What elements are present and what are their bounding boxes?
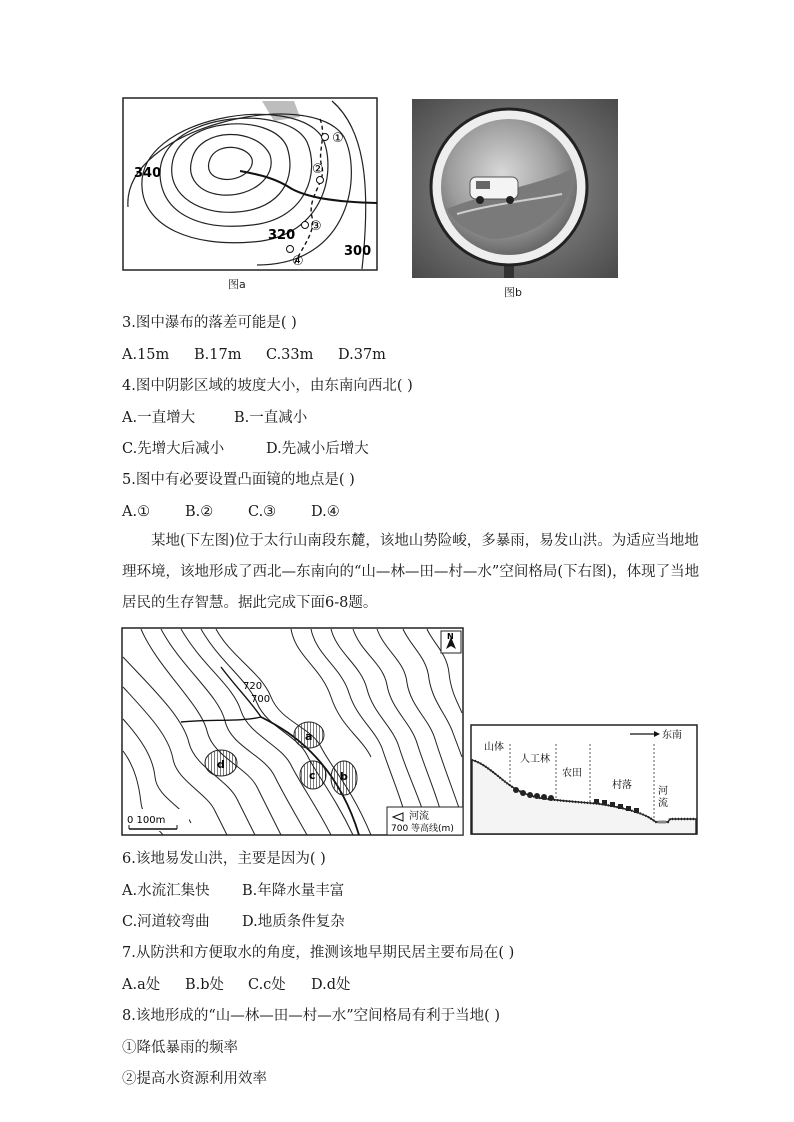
area-d: d — [217, 758, 225, 771]
question-7-options — [122, 975, 351, 995]
convex-mirror-photo — [412, 99, 618, 278]
question-4-stem: 4.图中阴影区域的坡度大小，由东南向西北( ) — [122, 378, 413, 394]
area-c: c — [309, 769, 316, 782]
q3-option-a[interactable]: A.15m — [122, 347, 170, 363]
question-5-stem: 5.图中有必要设置凸面镜的地点是( ) — [122, 472, 355, 488]
zone-farmland: 农田 — [562, 768, 582, 779]
point-4: ④ — [292, 254, 304, 269]
q7-option-d[interactable]: D.d处 — [311, 977, 351, 993]
legend-contour: 700 等高线(m) — [391, 824, 454, 834]
scale-bar-label: 0 100m — [127, 815, 166, 826]
q4-option-c[interactable]: C.先增大后减小 — [122, 441, 225, 457]
q7-option-a[interactable]: A.a处 — [122, 977, 161, 993]
zone-plantation: 人工林 — [520, 754, 550, 765]
question-6-stem: 6.该地易发山洪，主要是因为( ) — [122, 851, 326, 867]
area-b: b — [340, 770, 348, 783]
q3-option-d[interactable]: D.37m — [338, 347, 386, 363]
point-3: ③ — [310, 219, 322, 234]
contour-label-720: 720 — [243, 681, 263, 692]
q3-option-c[interactable]: C.33m — [266, 347, 314, 363]
q4-option-a[interactable]: A.一直增大 — [122, 410, 196, 426]
question-6-options-row1 — [122, 881, 344, 901]
label-300: 300 — [344, 244, 372, 259]
point-1: ① — [332, 131, 344, 146]
q4-option-b[interactable]: B.一直减小 — [234, 410, 308, 426]
q5-option-a[interactable]: A.① — [122, 504, 151, 520]
contour-map-2 — [121, 627, 464, 836]
figure-a — [122, 97, 378, 271]
label-320: 320 — [268, 228, 296, 243]
q7-option-c[interactable]: C.c处 — [248, 977, 286, 993]
figure-a-map — [122, 97, 378, 271]
q6-option-b[interactable]: B.年降水量丰富 — [242, 883, 345, 899]
question-3-stem: 3.图中瀑布的落差可能是( ) — [122, 315, 297, 331]
q5-option-c[interactable]: C.③ — [248, 504, 277, 520]
legend-river: 河流 — [409, 811, 429, 822]
contour-label-700: 700 — [251, 694, 271, 705]
question-5-options — [122, 502, 340, 522]
point-2: ② — [312, 162, 324, 177]
figure-profile — [470, 724, 698, 835]
q8-statement-1[interactable]: ①降低暴雨的频率 — [122, 1040, 238, 1056]
label-340: 340 — [134, 166, 162, 181]
figure-b-caption: 图b — [504, 286, 522, 299]
profile-diagram — [470, 724, 698, 835]
q6-option-c[interactable]: C.河道较弯曲 — [122, 914, 210, 930]
passage-text: 某地(下左图)位于太行山南段东麓，该地山势险峻，多暴雨，易发山洪。为适应当地地理环境，该地形成了西北—东南向的“山—林—田—村—水”空间格局(下右图)，体现了当地居民的生存智慧。据此完成下面6-8题。 — [122, 533, 700, 611]
q8-statement-2[interactable]: ②提高水资源利用效率 — [122, 1071, 267, 1087]
area-a: a — [305, 730, 313, 743]
q6-option-d[interactable]: D.地质条件复杂 — [242, 914, 345, 930]
question-7-stem: 7.从防洪和方便取水的角度，推测该地早期民居主要布局在( ) — [122, 945, 515, 961]
zone-river-1: 河 — [658, 786, 668, 797]
figure-b — [412, 99, 618, 278]
north-label: N — [447, 632, 454, 641]
zone-village: 村落 — [612, 780, 632, 791]
zone-river-2: 流 — [658, 798, 668, 809]
question-6-options-row2 — [122, 912, 345, 932]
question-4-options-row2 — [122, 439, 369, 459]
q3-option-b[interactable]: B.17m — [194, 347, 242, 363]
q4-option-d[interactable]: D.先减小后增大 — [266, 441, 369, 457]
q5-option-b[interactable]: B.② — [185, 504, 214, 520]
q7-option-b[interactable]: B.b处 — [185, 977, 225, 993]
direction-label: 东南 — [662, 730, 682, 741]
zone-mountain: 山体 — [484, 742, 504, 753]
question-3-options — [122, 345, 386, 365]
q5-option-d[interactable]: D.④ — [311, 504, 340, 520]
q6-option-a[interactable]: A.水流汇集快 — [122, 883, 210, 899]
figure-a-caption: 图a — [228, 278, 246, 291]
question-4-options-row1 — [122, 408, 307, 428]
figure-map-2 — [121, 627, 464, 836]
question-8-stem: 8.该地形成的“山—林—田—村—水”空间格局有利于当地( ) — [122, 1008, 501, 1024]
